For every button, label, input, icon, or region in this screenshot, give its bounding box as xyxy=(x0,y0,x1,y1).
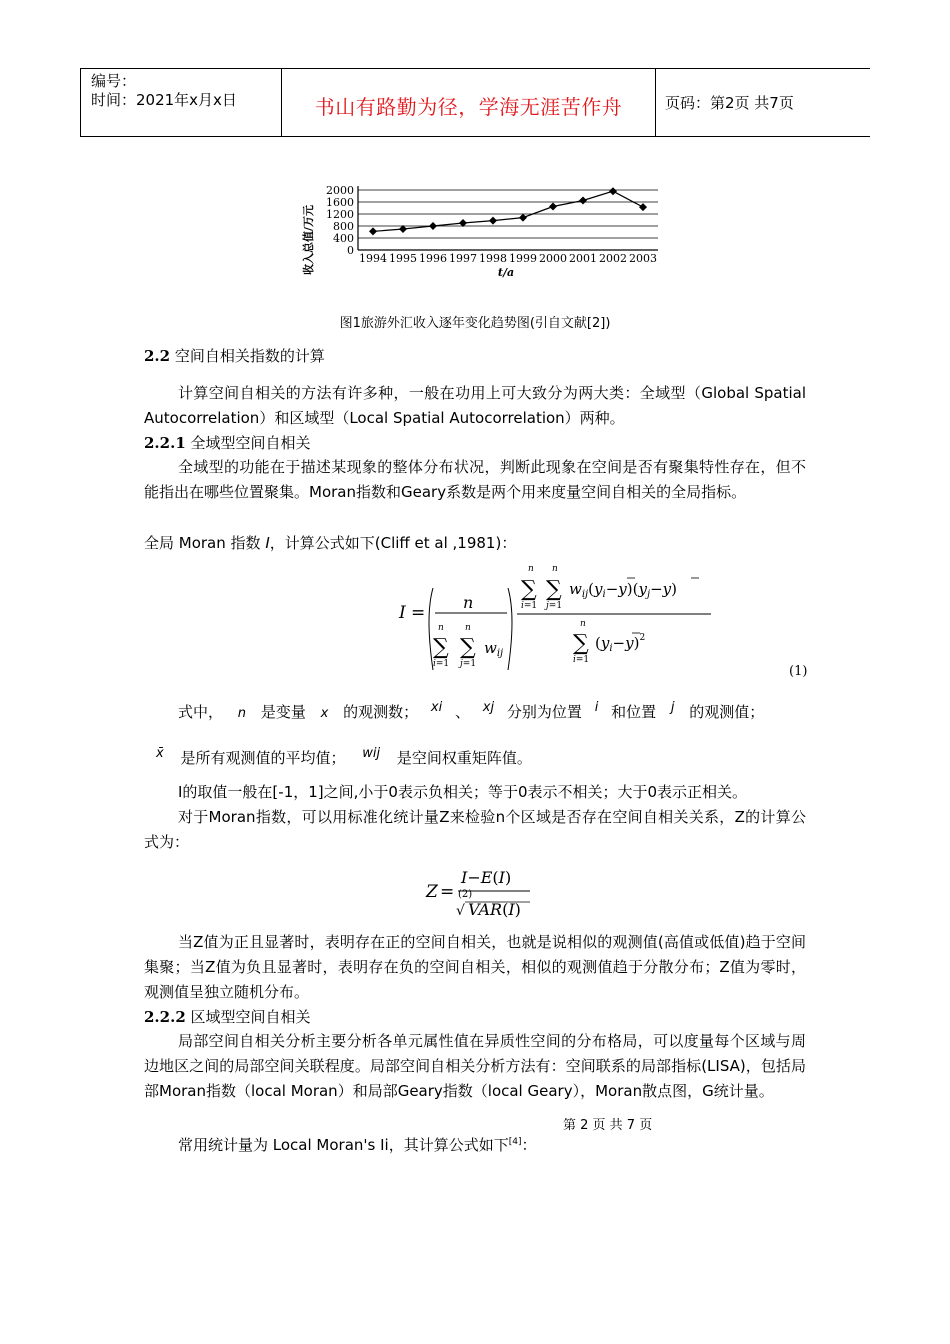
paragraph-local: 局部空间自相关分析主要分析各单元属性值在异质性空间的分布格局，可以度量每个区域与周边地区之间的局部空间关联程度。局部空间自相关分析方法有：空间联系的局部指标(LISA)，包括局部Moran指数（local Moran）和局部Geary指数（local Geary），Moran散点图，G统计量。 xyxy=(144,1032,806,1100)
chart-data-point xyxy=(609,187,617,195)
page-label: 页码：第2页 共7页 xyxy=(665,94,794,112)
chart-x-tick-label: 2003 xyxy=(629,252,657,265)
chart-x-tick-label: 1998 xyxy=(479,252,507,265)
svg-text:∑: ∑ xyxy=(433,635,449,660)
equation-2-z-statistic xyxy=(424,862,544,922)
paragraph-z-test: 对于Moran指数，可以用标准化统计量Z来检验n个区域是否存在空间自相关关系，Z的计算公式为： xyxy=(144,808,806,851)
chart-data-point xyxy=(549,203,557,211)
tourism-income-chart xyxy=(300,178,664,282)
svg-text:j=1: j=1 xyxy=(460,659,477,669)
svg-text:∑: ∑ xyxy=(546,577,562,602)
chart-data-point xyxy=(639,203,647,211)
paragraph-global: 全域型的功能在于描述某现象的整体分布状况，判断此现象在空间是否有聚集特性存在，但不能指出在哪些位置聚集。Moran指数和Geary系数是两个用来度量空间自相关的全局指标。 xyxy=(144,458,806,501)
section-2-2-1-heading: 2.2.1 全域型空间自相关 xyxy=(144,434,311,452)
page-header xyxy=(80,68,870,137)
svg-text:∑: ∑ xyxy=(460,635,476,660)
paragraph-local-moran-intro: 常用统计量为 Local Moran's Ii，其计算公式如下[4]： xyxy=(178,1136,537,1154)
svg-text:n: n xyxy=(438,623,444,633)
header-page-cell xyxy=(655,69,870,136)
section-2-2-2-heading: 2.2.2 区域型空间自相关 xyxy=(144,1008,311,1026)
paragraph-range: I的取值一般在[-1，1]之间,小于0表示负相关；等于0表示不相关；大于0表示正相关。 xyxy=(178,783,748,801)
svg-text:n: n xyxy=(465,623,471,633)
chart-x-tick-label: 1994 xyxy=(359,252,387,265)
chart-x-tick-label: 1997 xyxy=(449,252,477,265)
chart-x-tick-label: 1995 xyxy=(389,252,417,265)
figure-caption: 图1旅游外汇收入逐年变化趋势图(引自文献[2]) xyxy=(339,316,611,331)
svg-text:Z: Z xyxy=(426,882,438,902)
svg-text:n: n xyxy=(552,564,558,574)
chart-x-axis-label: t/a xyxy=(497,266,515,279)
svg-text:wij(yi−y)(yj−y): $w_{ij}(y_i-y)(y_j-y)$ xyxy=(569,580,677,600)
header-meta-cell xyxy=(80,69,281,136)
svg-text:I−E(I): I−E(I) xyxy=(461,868,512,887)
chart-data-point xyxy=(579,197,587,205)
definitions-line-2: x̄ 是所有观测值的平均值； wij 是空间权重矩阵值。 xyxy=(156,746,532,767)
svg-text:∑: ∑ xyxy=(573,631,589,656)
chart-y-tick-label: 2000 xyxy=(326,184,354,197)
chart-x-tick-label: 2001 xyxy=(569,252,597,265)
paragraph-methods: 计算空间自相关的方法有许多种，一般在功用上可大致分为两大类：全域型（Global Spatial Autocorrelation）和区域型（Local Spatial Autocorrelation）两种。 xyxy=(144,384,806,427)
chart-y-tick-label: 1600 xyxy=(326,196,354,209)
svg-text:n: n xyxy=(580,619,586,629)
svg-text:i=1: i=1 xyxy=(521,601,538,611)
chart-series-line xyxy=(373,191,643,231)
svg-text:=: = xyxy=(411,603,426,623)
svg-text:i=1: i=1 xyxy=(433,659,450,669)
chart-data-point xyxy=(369,227,377,235)
chart-x-tick-label: 2002 xyxy=(599,252,627,265)
chart-y-tick-label: 400 xyxy=(333,232,354,245)
date-label: 时间：2021年x月x日 xyxy=(91,91,237,109)
svg-text:i=1: i=1 xyxy=(573,655,590,665)
svg-text:=: = xyxy=(440,882,455,902)
svg-text:VAR(I): VAR(I) xyxy=(468,900,521,919)
chart-x-tick-label: 1996 xyxy=(419,252,447,265)
svg-text:n: n xyxy=(528,564,534,574)
equation-2-number: (2) xyxy=(458,889,473,900)
equation-1-moran-index xyxy=(395,558,725,678)
number-label: 编号： xyxy=(91,72,137,90)
header-motto-cell xyxy=(281,69,656,136)
paragraph-moran-intro: 全局 Moran 指数 I，计算公式如下(Cliff et al ,1981)： xyxy=(144,534,517,552)
svg-text:∑: ∑ xyxy=(521,577,537,602)
svg-text:I: I xyxy=(399,603,406,623)
definitions-line-1: 式中， n 是变量 x 的观测数； xi 、 xj 分别为位置 i 和位置 j 的观测值； xyxy=(178,700,765,721)
svg-text:(yi−y)2: $(y_i-y)^2$ xyxy=(595,633,646,654)
equation-1-number: (1) xyxy=(789,664,808,679)
section-2-2-heading: 2.2 空间自相关指数的计算 xyxy=(144,347,325,365)
svg-text:wij: $w_{ij}$ xyxy=(484,639,504,659)
chart-data-point xyxy=(429,222,437,230)
chart-x-tick-label: 1999 xyxy=(509,252,537,265)
page-footer: 第 2 页 共 7 页 xyxy=(563,1118,653,1133)
chart-y-tick-label: 1200 xyxy=(326,208,354,221)
chart-y-tick-label: 0 xyxy=(347,244,354,257)
chart-y-axis-label: 收入总值/万元 xyxy=(302,204,315,276)
motto-text: 书山有路勤为径，学海无涯苦作舟 xyxy=(314,95,623,119)
svg-text:n: n xyxy=(463,593,474,612)
chart-x-tick-label: 2000 xyxy=(539,252,567,265)
chart-data-point xyxy=(519,214,527,222)
svg-text:√: √ xyxy=(456,903,465,919)
chart-y-tick-label: 800 xyxy=(333,220,354,233)
chart-data-point xyxy=(489,217,497,225)
svg-text:j=1: j=1 xyxy=(546,601,563,611)
paragraph-z-interpretation: 当Z值为正且显著时，表明存在正的空间自相关，也就是说相似的观测值(高值或低值)趋于空间集聚；当Z值为负且显著时，表明存在负的空间自相关，相似的观测值趋于分散分布；Z值为零时，观测值呈独立随机分布。 xyxy=(144,933,806,1001)
